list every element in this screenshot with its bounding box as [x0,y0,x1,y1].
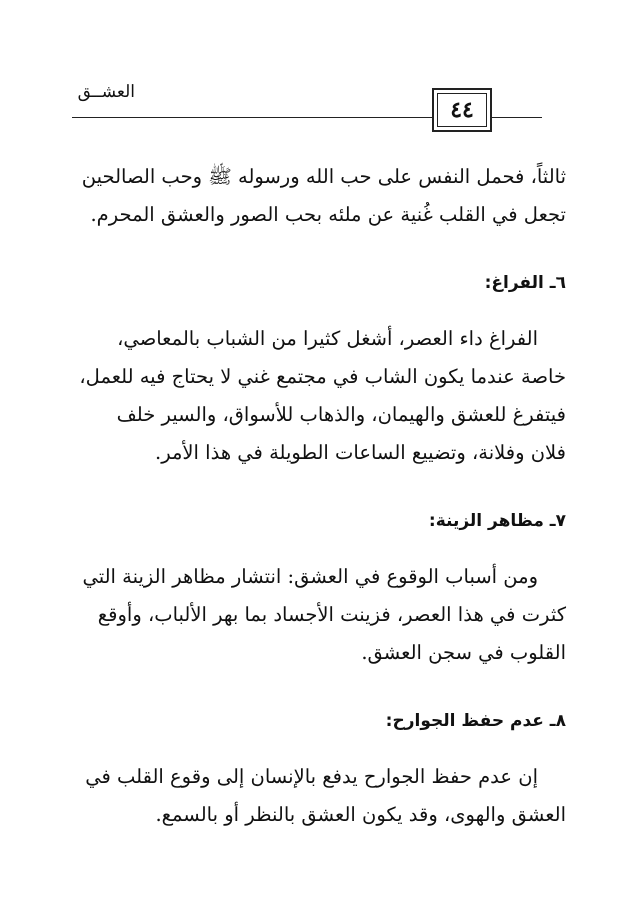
text-line: القلوب في سجن العشق. [361,641,566,664]
section-heading-guarding-senses: ٨ـ عدم حفظ الجوارح: [385,711,566,731]
text-line: إن عدم حفظ الجوارح يدفع بالإنسان إلى وقوع القلب في [85,765,538,788]
section-paragraph-guarding-senses [70,758,566,834]
section-paragraph-adornment [70,558,566,672]
text-line: ثالثاً، فحمل النفس على حب الله ورسوله ﷺ وحب الصالحين [81,165,566,188]
text-line: العشق والهوى، وقد يكون العشق بالنظر أو بالسمع. [155,803,566,826]
text-line: كثرت في هذا العصر، فزينت الأجساد بما بهر الألباب، وأوقع [97,603,566,626]
intro-paragraph [70,158,566,234]
text-line: خاصة عندما يكون الشاب في مجتمع غني لا يحتاج فيه للعمل، [79,365,566,388]
page-content [70,158,566,834]
section-paragraph-free-time [70,320,566,472]
section-heading-adornment: ٧ـ مظاهر الزينة: [428,511,566,531]
text-line: الفراغ داء العصر، أشغل كثيرا من الشباب بالمعاصي، [117,327,538,350]
page-number: ٤٤ [437,93,487,127]
text-line: ومن أسباب الوقوع في العشق: انتشار مظاهر الزينة التي [82,565,538,588]
page-number-box [432,88,492,132]
text-line: فلان وفلانة، وتضييع الساعات الطويلة في هذا الأمر. [155,441,566,464]
text-line: فيتفرغ للعشق والهيمان، والذهاب للأسواق، والسير خلف [116,403,566,426]
text-line: تجعل في القلب غُنية عن ملئه بحب الصور والعشق المحرم. [90,203,566,226]
section-heading-free-time: ٦ـ الفراغ: [484,273,566,293]
running-title: العشــق [77,82,135,102]
